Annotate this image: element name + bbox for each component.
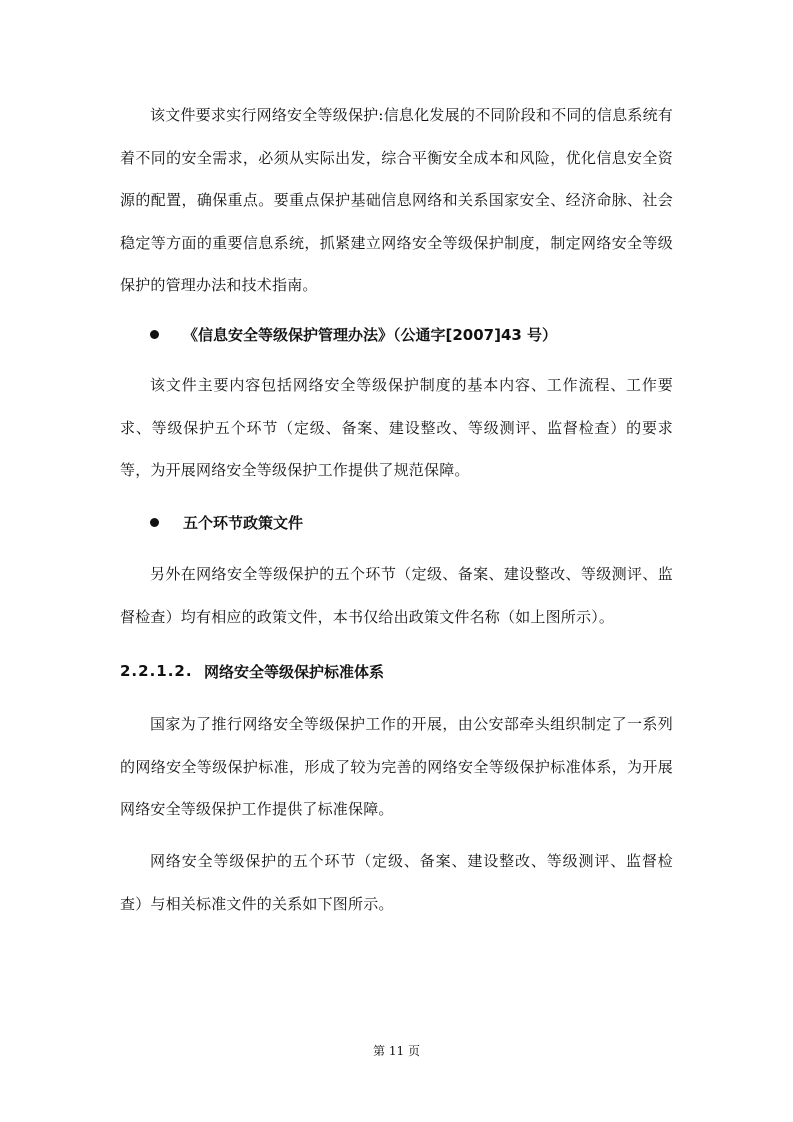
paragraph-five-stages-standards-relation: 网络安全等级保护的五个环节（定级、备案、建设整改、等级测评、监督检查）与相关标准文件的关系如下图所示。 <box>120 852 673 913</box>
section-title: 网络安全等级保护标准体系 <box>204 662 385 681</box>
paragraph-five-stages-policy-files: 另外在网络安全等级保护的五个环节（定级、备案、建设整改、等级测评、监督检查）均有相应的政策文件，本书仅给出政策文件名称（如上图所示）。 <box>120 565 673 626</box>
bullet-item-label: 《信息安全等级保护管理办法》（公通字[2007]43 号） <box>183 325 558 344</box>
bullet-item-management-measures <box>150 322 557 346</box>
paragraph-standard-system-intro: 国家为了推行网络安全等级保护工作的开展，由公安部牵头组织制定了一系列的网络安全等级保护标准，形成了较为完善的网络安全等级保护标准体系，为开展网络安全等级保护工作提供了标准保障。 <box>120 715 673 818</box>
bullet-dot-icon <box>150 518 159 527</box>
bullet-item-five-stages-policy <box>150 510 303 534</box>
paragraph-management-measures-content: 该文件主要内容包括网络安全等级保护制度的基本内容、工作流程、工作要求、等级保护五个环节（定级、备案、建设整改、等级测评、监督检查）的要求等，为开展网络安全等级保护工作提供了规范保障。 <box>120 376 673 479</box>
section-number: 2.2.1.2. <box>120 662 193 680</box>
page-number: 第 11 页 <box>373 1044 420 1058</box>
bullet-dot-icon <box>150 330 159 339</box>
section-heading <box>120 658 384 684</box>
paragraph-classified-protection-requirement: 该文件要求实行网络安全等级保护:信息化发展的不同阶段和不同的信息系统有着不同的安全需求，必须从实际出发，综合平衡安全成本和风险，优化信息安全资源的配置，确保重点。要重点保护基础信息网络和关系国家安全、经济命脉、社会稳定等方面的重要信息系统，抓紧建立网络安全等级保护制度，制定网络安全等级保护的管理办法和技术指南。 <box>120 106 673 294</box>
bullet-item-label: 五个环节政策文件 <box>183 513 304 532</box>
